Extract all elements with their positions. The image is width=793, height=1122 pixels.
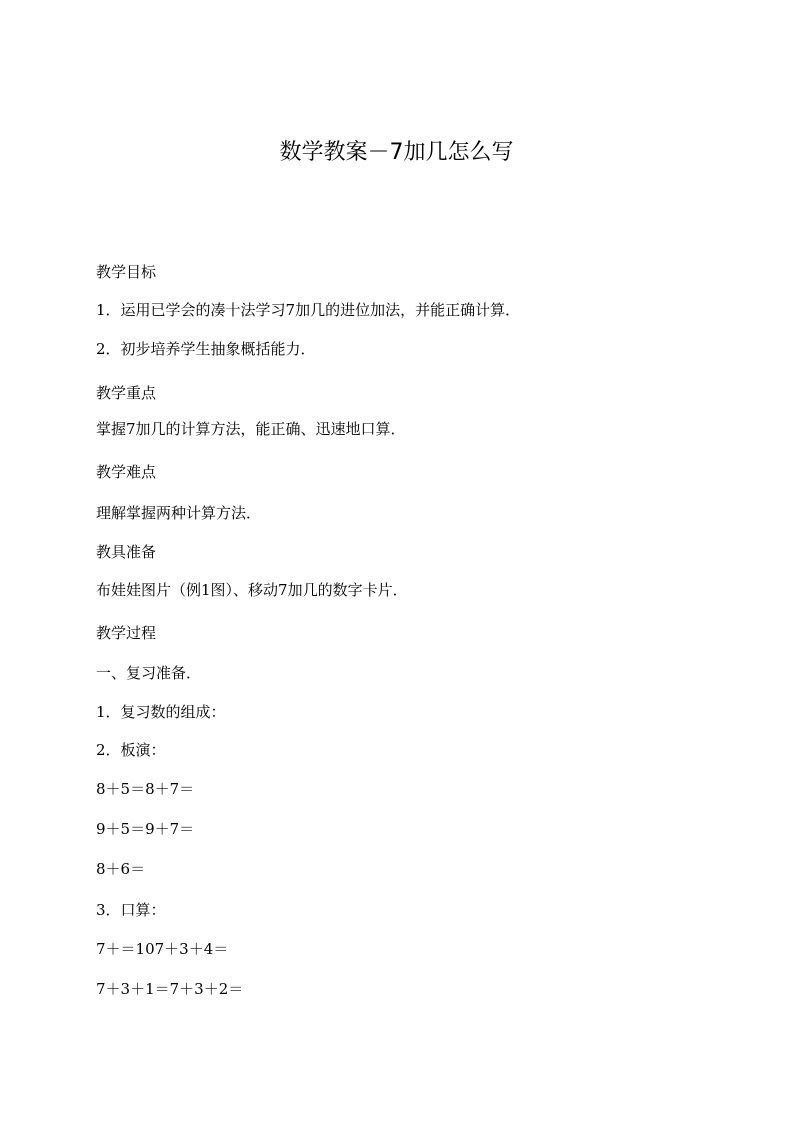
- section-heading-key-points: 教学重点: [96, 384, 157, 402]
- section-heading-materials: 教具准备: [96, 543, 157, 561]
- section-heading-teaching-goals: 教学目标: [96, 263, 157, 281]
- goal-item-2: 2．初步培养学生抽象概括能力．: [96, 340, 316, 358]
- equation-line: 8＋5＝8＋7＝: [96, 780, 195, 798]
- equation-line: 9＋5＝9＋7＝: [96, 820, 195, 838]
- equation-line: 7＋＝107＋3＋4＝: [96, 940, 229, 958]
- difficulty-text: 理解掌握两种计算方法．: [96, 504, 262, 522]
- equation-line: 7＋3＋1＝7＋3＋2＝: [96, 980, 244, 998]
- document-title: 数学教案－7加几怎么写: [279, 140, 514, 165]
- process-step-review: 一、复习准备．: [96, 664, 202, 682]
- equation-line: 8＋6＝: [96, 860, 146, 878]
- review-item-2: 2．板演：: [96, 741, 166, 759]
- review-item-3: 3．口算：: [96, 901, 166, 919]
- review-item-1: 1．复习数的组成：: [96, 703, 226, 721]
- section-heading-process: 教学过程: [96, 624, 157, 642]
- goal-item-1: 1．运用已学会的凑十法学习7加几的进位加法，并能正确计算．: [96, 301, 521, 319]
- section-heading-difficulties: 教学难点: [96, 463, 157, 481]
- materials-text: 布娃娃图片（例1图）、移动7加几的数字卡片．: [96, 581, 408, 599]
- key-point-text: 掌握7加几的计算方法，能正确、迅速地口算．: [96, 420, 406, 438]
